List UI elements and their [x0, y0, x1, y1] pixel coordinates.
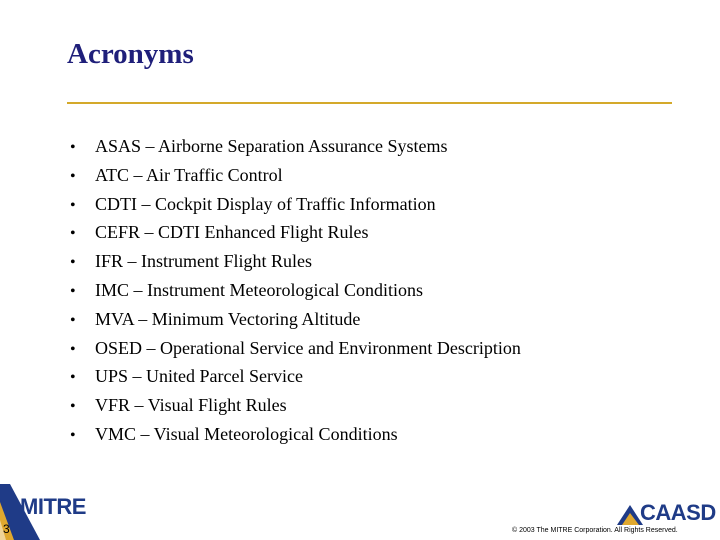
list-item [70, 136, 521, 165]
list-item-text: MVA – Minimum Vectoring Altitude [95, 308, 361, 329]
bullet-icon: • [70, 167, 76, 185]
caasd-logo: CAASD [640, 500, 716, 525]
bullet-icon: • [70, 254, 76, 272]
title-divider [67, 102, 672, 104]
bullet-icon: • [70, 225, 76, 243]
list-item [70, 424, 521, 453]
list-item [70, 338, 521, 367]
list-item-text: IMC – Instrument Meteorological Conditions [95, 279, 423, 300]
mitre-logo: MITRE [20, 494, 86, 519]
page-number: 3 [3, 522, 10, 536]
list-item-text: ATC – Air Traffic Control [95, 164, 283, 185]
list-item-text: CDTI – Cockpit Display of Traffic Information [95, 193, 436, 214]
acronym-list [70, 136, 521, 453]
list-item [70, 165, 521, 194]
list-item [70, 366, 521, 395]
bullet-icon: • [70, 369, 76, 387]
list-item [70, 251, 521, 280]
list-item-text: VFR – Visual Flight Rules [95, 395, 287, 416]
bullet-icon: • [70, 282, 76, 300]
list-item-text: OSED – Operational Service and Environment Description [95, 337, 521, 358]
list-item-text: UPS – United Parcel Service [95, 366, 303, 387]
list-item [70, 194, 521, 223]
copyright-notice: © 2003 The MITRE Corporation. All Rights Reserved. [512, 527, 678, 534]
list-item-text: IFR – Instrument Flight Rules [95, 251, 313, 272]
list-item-text: CEFR – CDTI Enhanced Flight Rules [95, 222, 369, 243]
bullet-icon: • [70, 196, 76, 214]
list-item [70, 309, 521, 338]
bullet-icon: • [70, 139, 76, 156]
bullet-icon: • [70, 311, 76, 329]
slide-title: Acronyms [67, 38, 194, 70]
bullet-icon: • [70, 340, 76, 358]
list-item-text: ASAS – Airborne Separation Assurance Systems [95, 136, 448, 156]
list-item [70, 280, 521, 309]
list-item-text: VMC – Visual Meteorological Conditions [95, 423, 398, 444]
list-item [70, 395, 521, 424]
bullet-icon: • [70, 426, 76, 444]
bullet-icon: • [70, 398, 76, 416]
list-item [70, 222, 521, 251]
